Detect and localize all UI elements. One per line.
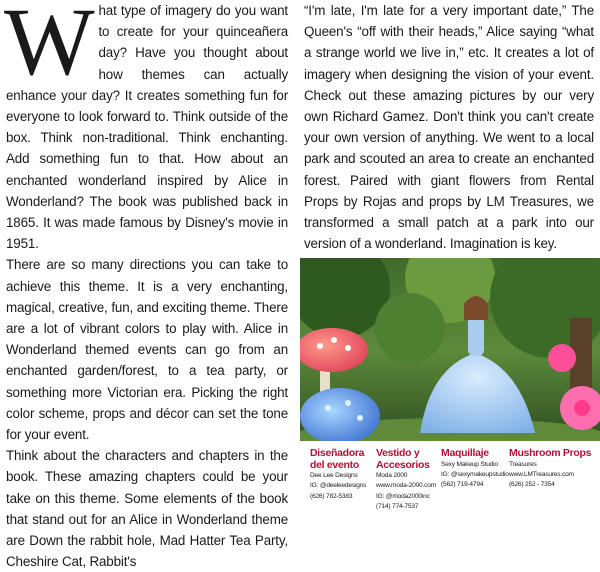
credit-line: www.LMTreasures.com — [509, 470, 574, 478]
credit-title: del evento — [310, 458, 359, 471]
right-column — [304, 0, 594, 254]
credit-mushroom-props — [509, 448, 591, 491]
credit-line: Moda 2000 — [376, 472, 408, 479]
credit-line: (714) 774-7537 — [376, 503, 419, 511]
credit-line: www.moda-2000.com — [376, 482, 437, 490]
credit-line: Dee Lee Designs — [310, 472, 358, 479]
credit-title: Vestido y — [376, 447, 420, 459]
left-column — [6, 0, 288, 572]
drop-cap: W — [4, 0, 95, 95]
quinceanera-enchanted-forest-photo — [300, 258, 600, 441]
credit-title: Accesorios — [376, 458, 430, 471]
credit-line: (562) 719-4794 — [441, 481, 484, 489]
credit-line: (626) 252 - 7354 — [509, 481, 555, 489]
credit-event-designer — [310, 448, 366, 502]
intro-text: hat type of imagery do you want to create for your quinceañera day? Have you thought about how themes can actually enhance your day? It creates something fun for everyone to look forward to. Think outside of the box. Think non-traditional. Think enchanting. Add something fun to that. How about an enchanted wonderland inspired by Alice in Wonderland? The book was published back in 1865. It was made famous by Disney's movie in 1951. — [6, 3, 288, 252]
article-paragraph-4: “I'm late, I'm late for a very important date,” The Queen's “off with their heads,” Alice saying “what a strange world we live in,” etc. It creates a lot of imagery when designing the vision of your event. Check out these amazing pictures by our very own Richard Gamez. Don't think you can't create your own version of anything. We went to a local park and scouted an area to create an enchanted forest. Paired with giant flowers from Rental Props by Rojas and props by LM Treasures, we transformed a small patch at a park into our version of a wonderland. Imagination is key. — [304, 3, 594, 252]
credit-title: Maquillaje — [441, 447, 489, 459]
credit-line: (626) 782-5383 — [310, 492, 353, 500]
credit-title: Mushroom Props — [509, 447, 592, 459]
credit-dress — [376, 448, 436, 513]
credit-line: Sexy Makeup Studio — [441, 460, 498, 468]
article-paragraph-3: Think about the characters and chapters in the book. These amazing chapters could be your take on this theme. Some elements of the book that stand out for an Alice in Wonderland theme are Down the rabbit hole, Mad Hatter Tea Party, Cheshire Cat, Rabbit's — [6, 448, 288, 570]
credit-line: IG: @sexymakeupstudio — [441, 470, 509, 478]
credit-line: IG: @deeleedesigns — [310, 482, 367, 490]
article-paragraph-2: There are so many directions you can take to achieve this theme. It is a very enchanting, magical, creative, fun, and exciting theme. There are a lot of vibrant colors to play with. Alice in Wonderland themed events can go from an enchanted garden/forest, to a tea party, or something more Victorian era. Picking the right color scheme, props and décor can set the tone for your event. — [6, 257, 288, 443]
credit-title: Diseñadora — [310, 447, 365, 459]
credit-makeup — [441, 448, 509, 491]
article-intro-paragraph — [6, 0, 288, 254]
credit-line: IG: @moda2000inc — [376, 492, 430, 500]
credits-section — [310, 448, 600, 532]
credit-line: Treasures — [509, 460, 537, 468]
